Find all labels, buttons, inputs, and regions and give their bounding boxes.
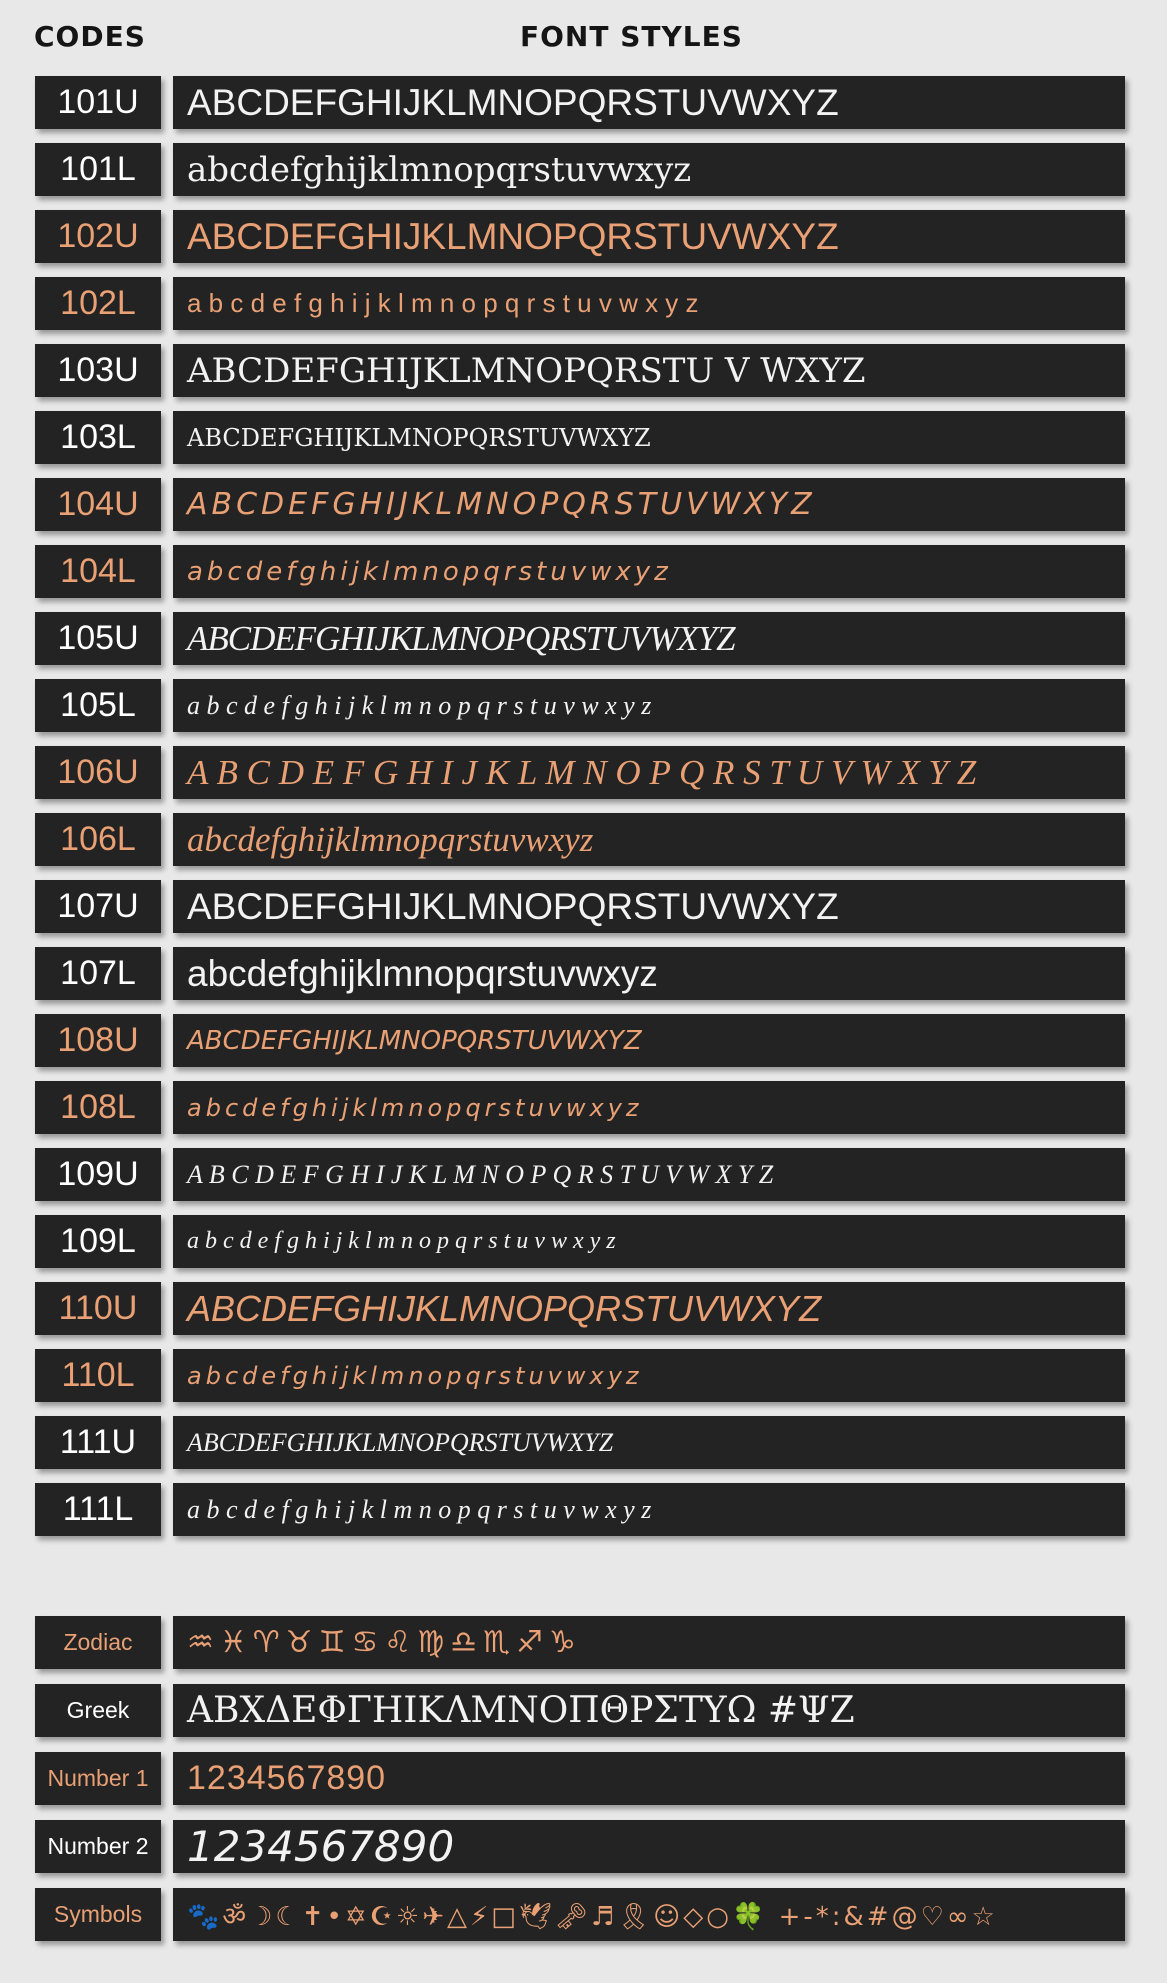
font-row-102l xyxy=(35,277,1125,330)
font-code: 106U xyxy=(35,746,161,799)
font-styles-header: FONT STYLES xyxy=(520,19,743,53)
number-set-1: 1234567890 xyxy=(173,1752,1125,1805)
font-sample: A B C D E F G H I J K L M N O P Q R S T U V W X Y Z xyxy=(173,746,1125,799)
font-style-list xyxy=(35,76,1125,1550)
font-code: 111L xyxy=(35,1483,161,1536)
font-code: 101U xyxy=(35,76,161,129)
codes-header: CODES xyxy=(34,19,146,53)
number-set-2: 1234567890 xyxy=(173,1820,1125,1873)
font-code: 107L xyxy=(35,947,161,1000)
font-code: 110U xyxy=(35,1282,161,1335)
font-sample: ABCDEFGHIJKLMNOPQRSTUVWXYZ xyxy=(173,880,1125,933)
font-sample: ABCDEFGHIJKLMNOPQRSTUVWXYZ xyxy=(173,478,1125,531)
symbol-set: 🐾ॐ☽☾✝•✡☪☼✈△⚡□🕊🗝♬🎗☺◇○🍀 +-*:&#@♡∞☆ xyxy=(173,1888,1125,1941)
font-sample: ABCDEFGHIJKLMNOPQRSTUVWXYZ xyxy=(173,1416,1125,1469)
font-row-111u xyxy=(35,1416,1125,1469)
zodiac-symbols: ♒♓♈♉♊♋♌♍♎♏♐♑ xyxy=(173,1616,1125,1669)
font-sample: ABCDEFGHIJKLMNOPQRSTUVWXYZ xyxy=(173,411,1125,464)
font-row-108u xyxy=(35,1014,1125,1067)
special-row-number-1 xyxy=(35,1752,1125,1805)
font-row-110u xyxy=(35,1282,1125,1335)
font-row-104u xyxy=(35,478,1125,531)
special-code: Number 1 xyxy=(35,1752,161,1805)
font-code: 107U xyxy=(35,880,161,933)
font-row-106u xyxy=(35,746,1125,799)
font-code: 106L xyxy=(35,813,161,866)
font-row-102u xyxy=(35,210,1125,263)
font-row-106l xyxy=(35,813,1125,866)
font-code: 108L xyxy=(35,1081,161,1134)
font-row-101u xyxy=(35,76,1125,129)
font-sample: abcdefghijklmnopqrstuvwxyz xyxy=(173,143,1125,196)
special-code: Number 2 xyxy=(35,1820,161,1873)
font-sample: a b c d e f g h i j k l m n o p q r s t u v w x y z xyxy=(173,1215,1125,1268)
font-sample: a b c d e f g h i j k l m n o p q r s t u v w x y z xyxy=(173,277,1125,330)
special-character-list xyxy=(35,1616,1125,1956)
font-sample: abcdefghijklmnopqrstuvwxyz xyxy=(173,1349,1125,1402)
special-code: Greek xyxy=(35,1684,161,1737)
font-code: 105U xyxy=(35,612,161,665)
font-code: 104L xyxy=(35,545,161,598)
font-sample: abcdefghijklmnopqrstuvwxyz xyxy=(173,813,1125,866)
greek-letters: ΑΒΧΔΕΦΓΗΙΚΛΜΝΟΠΘΡΣΤΥΩ #ΨΖ xyxy=(173,1684,1125,1737)
font-row-108l xyxy=(35,1081,1125,1134)
special-row-number-2 xyxy=(35,1820,1125,1873)
font-row-110l xyxy=(35,1349,1125,1402)
special-row-zodiac xyxy=(35,1616,1125,1669)
special-row-greek xyxy=(35,1684,1125,1737)
font-row-107l xyxy=(35,947,1125,1000)
font-sample: a b c d e f g h i j k l m n o p q r s t u v w x y z xyxy=(173,1483,1125,1536)
font-row-103l xyxy=(35,411,1125,464)
font-sample: abcdefghijklmnopqrstuvwxyz xyxy=(173,947,1125,1000)
font-code: 103U xyxy=(35,344,161,397)
font-row-105u xyxy=(35,612,1125,665)
font-sample: ABCDEFGHIJKLMNOPQRSTUVWXYZ xyxy=(173,210,1125,263)
font-row-107u xyxy=(35,880,1125,933)
special-row-symbols xyxy=(35,1888,1125,1941)
font-code: 110L xyxy=(35,1349,161,1402)
special-code: Zodiac xyxy=(35,1616,161,1669)
font-row-109l xyxy=(35,1215,1125,1268)
font-sample: a b c d e f g h i j k l m n o p q r s t u v w x y z xyxy=(173,679,1125,732)
font-code: 104U xyxy=(35,478,161,531)
font-sample: ABCDEFGHIJKLMNOPQRSTUVWXYZ xyxy=(173,612,1125,665)
font-row-101l xyxy=(35,143,1125,196)
font-sample: ABCDEFGHIJKLMNOPQRSTUVWXYZ xyxy=(173,1014,1125,1067)
font-code: 108U xyxy=(35,1014,161,1067)
font-row-105l xyxy=(35,679,1125,732)
font-row-109u xyxy=(35,1148,1125,1201)
font-sample: A B C D E F G H I J K L M N O P Q R S T U V W X Y Z xyxy=(173,1148,1125,1201)
font-sample: abcdefghijklmnopqrstuvwxyz xyxy=(173,1081,1125,1134)
font-sample: ABCDEFGHIJKLMNOPQRSTUVWXYZ xyxy=(173,76,1125,129)
font-sample: abcdefghijklmnopqrstuvwxyz xyxy=(173,545,1125,598)
font-row-104l xyxy=(35,545,1125,598)
font-code: 103L xyxy=(35,411,161,464)
font-code: 111U xyxy=(35,1416,161,1469)
font-code: 101L xyxy=(35,143,161,196)
font-code: 109L xyxy=(35,1215,161,1268)
font-code: 102L xyxy=(35,277,161,330)
font-code: 105L xyxy=(35,679,161,732)
font-sample: ABCDEFGHIJKLMNOPQRSTU V WXYZ xyxy=(173,344,1125,397)
font-row-103u xyxy=(35,344,1125,397)
special-code: Symbols xyxy=(35,1888,161,1941)
font-row-111l xyxy=(35,1483,1125,1536)
font-code: 109U xyxy=(35,1148,161,1201)
font-code: 102U xyxy=(35,210,161,263)
font-sample: ABCDEFGHIJKLMNOPQRSTUVWXYZ xyxy=(173,1282,1125,1335)
